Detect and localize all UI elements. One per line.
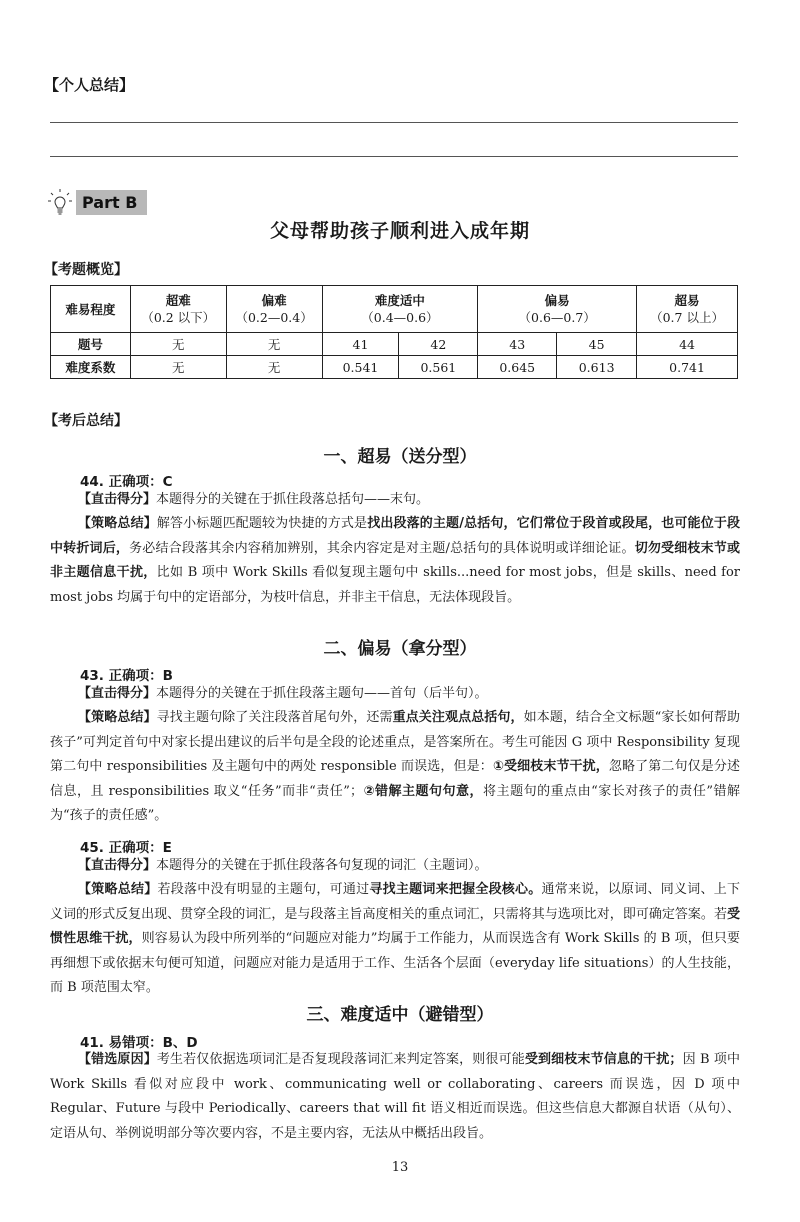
table-cell: 无	[226, 333, 322, 356]
table-cell: 无	[130, 356, 226, 379]
answer-line: 44. 正确项：C	[80, 474, 173, 490]
table-row-header: 题号	[51, 333, 131, 356]
note-line	[50, 156, 738, 157]
paragraph: 【直击得分】本题得分的关键在于抓住段落总括句——末句。	[78, 492, 430, 507]
difficulty-table	[50, 285, 738, 379]
personal-summary-label: 【个人总结】	[44, 76, 135, 94]
overview-label: 【考题概览】	[44, 262, 128, 278]
table-cell: 无	[130, 333, 226, 356]
table-cell: 无	[226, 356, 322, 379]
answer-line: 45. 正确项：E	[80, 840, 172, 856]
lightbulb-icon	[48, 188, 72, 216]
table-header-cell: 超易 （0.7 以上）	[637, 286, 738, 333]
table-header-row	[51, 286, 738, 333]
paragraph: 【错选原因】考生若仅依据选项词汇是否复现段落词汇来判定答案，则很可能受到细枝末节信息的干扰；因 B 项中 Work Skills 看似对应段中 work、communicating well or collaborating、careers 而误选，因 D 项中 Regular、Future 与段中 Periodically、careers that will fit 语义相近而误选。但这些信息大都源自状语（从句）、定语从句、举例说明部分等次要内容，不是主要内容，无法从中概括出段旨。	[50, 1052, 740, 1141]
table-row	[51, 333, 738, 356]
section-heading: 三、难度适中（避错型）	[306, 1005, 494, 1025]
table-cell: 43	[478, 333, 557, 356]
table-header-cell: 偏易 （0.6—0.7）	[478, 286, 637, 333]
table-cell: 45	[557, 333, 637, 356]
table-cell: 44	[637, 333, 738, 356]
paragraph: 【策略总结】解答小标题匹配题较为快捷的方式是找出段落的主题/总括句，它们常位于段首或段尾，也可能位于段中转折词后，务必结合段落其余内容稍加辨别，其余内容定是对主题/总括句的具体说明或详细论证。切勿受细枝末节或非主题信息干扰，比如 B 项中 Work Skills 看似复现主题句中 skills...need for most jobs，但是 skills、need for most jobs 均属于句中的定语部分，为枝叶信息，并非主干信息，无法体现段旨。	[50, 516, 740, 605]
table-cell: 0.541	[322, 356, 399, 379]
table-cell: 0.613	[557, 356, 637, 379]
table-row	[51, 356, 738, 379]
paragraph: 【策略总结】寻找主题句除了关注段落首尾句外，还需重点关注观点总括句，如本题，结合全文标题“家长如何帮助孩子”可判定首句中对家长提出建议的后半句是全段的论述重点，是答案所在。考生可能因 G 项中 Responsibility 复现第二句中 responsibilities 及主题句中的两处 responsible 而误选，但是：①受细枝末节干扰，忽略了第二句仅是分述信息，且 responsibilities 取义“任务”而非“责任”；②错解主题句句意，将主题句的重点由“家长对孩子的责任”错解为“孩子的责任感”。	[50, 710, 740, 824]
table-header-cell: 难度适中 （0.4—0.6）	[322, 286, 478, 333]
answer-line: 43. 正确项：B	[80, 668, 173, 684]
table-cell: 0.645	[478, 356, 557, 379]
table-cell: 0.561	[399, 356, 478, 379]
table-row-header: 难度系数	[51, 356, 131, 379]
page-title: 父母帮助孩子顺利进入成年期	[269, 220, 530, 242]
section-heading: 二、偏易（拿分型）	[323, 639, 477, 659]
page-number: 13	[391, 1160, 409, 1175]
table-header-cell: 偏难 （0.2—0.4）	[226, 286, 322, 333]
table-cell: 0.741	[637, 356, 738, 379]
part-b-badge	[48, 188, 147, 216]
section-heading: 一、超易（送分型）	[323, 447, 477, 467]
paragraph: 【策略总结】若段落中没有明显的主题句，可通过寻找主题词来把握全段核心。通常来说，以原词、同义词、上下义词的形式反复出现、贯穿全段的词汇，是与段落主旨高度相关的重点词汇，只需将其与选项比对，即可确定答案。若受惯性思维干扰，则容易认为段中所列举的“问题应对能力”均属于工作能力，从而误选含有 Work Skills 的 B 项，但只要再细想下或依据末句便可知道，问题应对能力是适用于工作、生活各个层面（everyday life situations）的人生技能，而 B 项范围太窄。	[50, 882, 740, 996]
post-exam-label: 【考后总结】	[44, 413, 128, 429]
table-cell: 42	[399, 333, 478, 356]
table-header-cell: 超难 （0.2 以下）	[130, 286, 226, 333]
paragraph: 【直击得分】本题得分的关键在于抓住段落主题句——首句（后半句）。	[78, 686, 488, 701]
table-header-cell: 难易程度	[51, 286, 131, 333]
note-line	[50, 122, 738, 123]
table-cell: 41	[322, 333, 399, 356]
paragraph: 【直击得分】本题得分的关键在于抓住段落各句复现的词汇（主题词）。	[78, 858, 488, 873]
part-b-label: Part B	[76, 190, 147, 215]
answer-line: 41. 易错项：B、D	[80, 1035, 198, 1051]
